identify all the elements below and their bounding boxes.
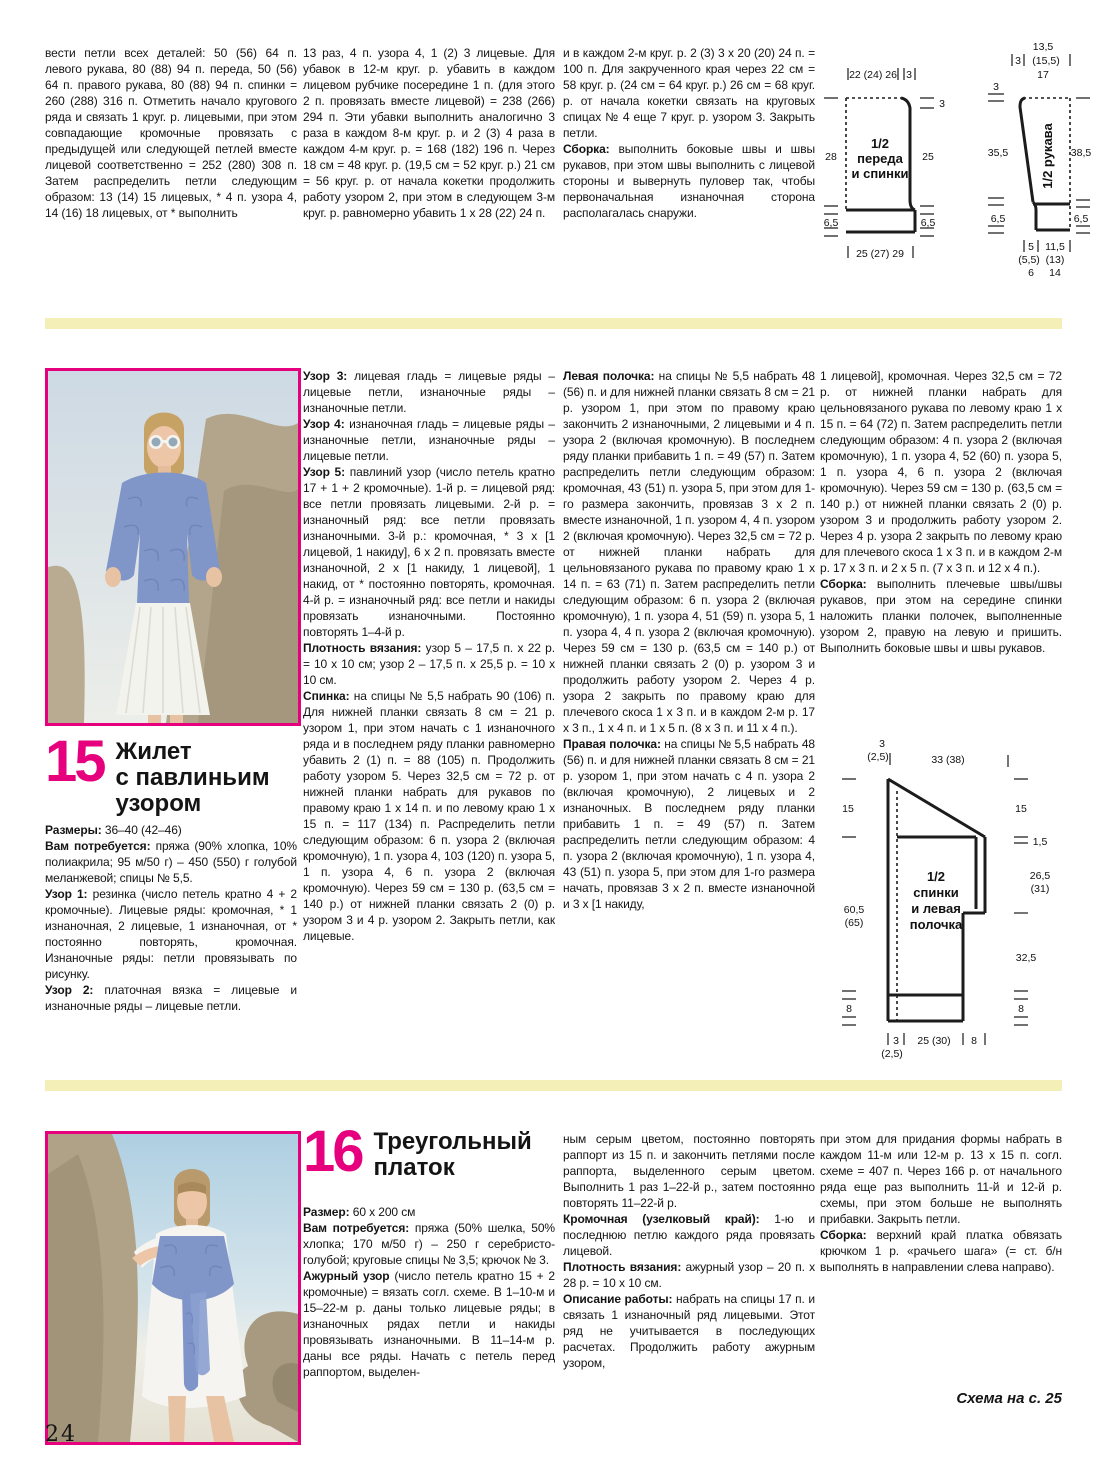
model-photo-illustration xyxy=(48,1134,298,1442)
s16-column-3 xyxy=(563,1131,815,1443)
paragraph: Вам потребуется: пряжа (50% шелка, 50% хлопка; 170 м/50 г) – 250 г серебристо-голубой; круговые спицы № 3,5; крючок № 3. xyxy=(303,1221,555,1267)
paragraph: Размер: 60 х 200 см xyxy=(303,1205,416,1219)
dim-label: (65) xyxy=(844,917,864,929)
top-column-3 xyxy=(563,45,815,290)
pattern-title-line: узором xyxy=(115,790,202,817)
piece-label: 1/2 рукава xyxy=(1040,123,1055,189)
dim-label: 3 xyxy=(993,81,999,93)
dim-label: 8 xyxy=(846,1003,852,1015)
dim-label: 6,5 xyxy=(1073,213,1089,225)
page-number: 24 xyxy=(45,1422,77,1447)
dim-label: 35,5 xyxy=(987,147,1009,159)
dim-label: 3 xyxy=(939,98,945,110)
paragraph: Узор 4: изнаночная гладь = лицевые ряды – изнаночные петли, изнаночные ряды – лицевые петли. xyxy=(303,417,555,463)
pattern-15-number: 15 xyxy=(45,729,104,794)
see-chart-note: Схема на с. 25 xyxy=(956,1390,1062,1407)
s16-column-4 xyxy=(820,1131,1062,1381)
section-divider xyxy=(45,318,1062,329)
dim-label: 3 xyxy=(893,1035,899,1047)
photo-pattern-16 xyxy=(45,1131,301,1445)
dim-label: (2,5) xyxy=(867,751,889,763)
dim-label: 3 xyxy=(879,738,885,750)
dim-label: 15 xyxy=(1015,803,1027,815)
dim-label: (31) xyxy=(1030,883,1050,895)
dim-label: 17 xyxy=(1037,69,1049,81)
dim-label: 5 xyxy=(1028,241,1034,253)
dim-label: (15,5) xyxy=(1032,55,1060,67)
paragraph: Сборка: верхний край платка обвязать крючком 1 р. «рачьего шага» (= ст. б/н выполнять в направлении слева направо). xyxy=(820,1228,1062,1274)
schematic-front-back-and-sleeve xyxy=(818,34,1092,286)
dim-label: 32,5 xyxy=(1015,952,1037,964)
dim-label: 6,5 xyxy=(920,217,936,229)
dim-label: 3 xyxy=(1015,55,1021,67)
s15-column-1 xyxy=(45,822,297,1062)
top-column-1 xyxy=(45,45,297,275)
dim-label: 3 xyxy=(906,69,912,81)
paragraph: Правая полочка: на спицы № 5,5 набрать 48 (56) п. и для нижней планки связать 8 см = 21 р. узором 1, при этом начать с 4 п. узора 2 (включая кромочную), 2 лицевых и 2 изнаночных. В последнем ряду планки прибавить 1 п. = 49 (57) п. Затем распределить петли следующим образом: 4 п. узора 2 (включая кромочную), 1 п. узора 4, 43 (51) п. узора 5, при этом для 1-го размера начать, провязав 3 х 2 п. вместе изнаночной и 3 х [1 накиду, xyxy=(563,737,815,911)
paragraph: Описание работы: набрать на спицы 17 п. и связать 1 изнаночный ряд лицевыми. Этот ряд не учитывается в последующих расчетах. Продолжить работу ажурным узором, xyxy=(563,1292,815,1370)
dim-label: (13) xyxy=(1045,254,1065,266)
dim-label: 13,5 xyxy=(1032,41,1054,53)
paragraph: Левая полочка: на спицы № 5,5 набрать 48 (56) п. и для нижней планки связать 8 см = 21 р. узором 1, при этом по правому краю закончить 2 изнаночными, 2 лицевыми и 4 п. узора 2 (включая кромочную). В последнем ряду планки прибавить 1 п. = 49 (57) п. Затем распределить петли следующим образом: кромочная, 43 (51) п. узора 5, при этом для 1-го размера закончить, провязав 3 х 2 п. вместе изнаночной, 1 п. узором 4, 4 п. узором 2 (включая кромочную). Через 32,5 см = 72 р. от нижней планки набрать для цельновязаного рукава по правому краю 1 х 14 п. = 63 (71) п. Затем распределить петли следующим образом: 6 п. узора 2 (включая кромочную), 1 п. узора 4, 51 (59) п. узора 5, 1 п. узора 4, 4 п. узора 2 (включая кромочную). Через 59 см = 130 р. (63,5 см = 140 р.) от нижней планки связать 2 (0) р. узором 3 и продолжить работу узором 2. Через 4 р. узора 2 закрыть по правому краю для плечевого скоса 1 х 3 п. и в каждом 2-м р. 17 х 3 п., 1 х 4 п. и 1 х 5 п. (8 х 3 п. и 11 х 4 п.). xyxy=(563,369,815,735)
paragraph: Кромочная (узелковый край): 1-ю и последнюю петлю каждого ряда провязать лицевой. xyxy=(563,1212,815,1258)
dim-label: 25 xyxy=(922,151,934,163)
paragraph: 13 раз, 4 п. узора 4, 1 (2) 3 лицевые. Для убавок в 12-м круг. р. убавить в каждом лицевом рубчике посередине 1 п. (для этого 2 п. провязать вместе лицевой) = 238 (266) 294 п. Эти убавки выполнить аналогично 3 раза в каждом 8-м круг. р. и 2 (3) 4 раза в каждом 4-м круг. р. = 168 (182) 196 п. Через 18 см = 48 круг. р. (19,5 см = 52 круг. р.) 21 см = 56 круг. р. от начала кокетки продолжить работу узором 2, при этом в следующем 3-м круг. р. равномерно убавить 1 х 28 (22) 24 п. xyxy=(303,46,555,220)
s16-column-2 xyxy=(303,1204,555,1444)
pattern-title-line: Треугольный xyxy=(373,1128,532,1155)
paragraph: Плотность вязания: узор 5 – 17,5 п. х 22 р. = 10 х 10 см; узор 2 – 17,5 п. х 25,5 р. = 10 х 10 см. xyxy=(303,641,555,687)
piece-label: 1/2 xyxy=(926,869,946,884)
s15-column-4 xyxy=(820,368,1062,728)
paragraph: и в каждом 2-м круг. р. 2 (3) 3 х 20 (20) 24 п. = 100 п. Для закрученного края через 22 см = 58 круг. р. (24 см = 64 круг. р.) 26 см = 68 круг. р. от начала кокетки связать на круговых спицах № 4 еще 7 круг. р. узором 3. Закрыть петли. xyxy=(563,46,815,140)
dim-label: 6,5 xyxy=(990,213,1006,225)
paragraph: Размеры: 36–40 (42–46) xyxy=(45,823,182,837)
paragraph: Вам потребуется: пряжа (90% хлопка, 10% полиакрила; 95 м/50 г) – 450 (550) г голубой меланжевой; спицы № 5,5. xyxy=(45,839,297,885)
dim-label: 8 xyxy=(1018,1003,1024,1015)
paragraph: Узор 1: резинка (число петель кратно 4 + 2 кромочные). Лицевые ряды: кромочная, * 1 изнаночная, 2 лицевые, 1 изнаночная, от * постоянно повторять, кромочная. Изнаночные ряды: петли провязывать по рисунку. xyxy=(45,887,297,981)
piece-label: и спинки xyxy=(851,166,909,181)
dim-label: 26,5 xyxy=(1029,870,1051,882)
paragraph: Спинка: на спицы № 5,5 набрать 90 (106) п. Для нижней планки связать 8 см = 21 р. узором 1, при этом начать с 1 изнаночного ряда и в последнем ряду планки равномерно убавить 2 (1) п. = 88 (105) п. Продолжить работу узором 5. Через 32,5 см = 72 р. от нижней планки набрать для рукавов по правому краю 1 х 14 п. и по левому краю 1 х 15 п. = 117 (134) п. Распределить петли следующим образом: 6 п. узора 2 (включая кромочную), 1 п. узора 4, 103 (120) п. узора 5, 1 п. узора 4, 6 п. узора 2 (включая кромочную). Через 59 см = 130 р. (63,5 см = 140 р.) от нижней планки связать 2 (0) р. узором 3 и 4 р. узором 2. Закрыть петли, как лицевые. xyxy=(303,689,555,943)
piece-label: 1/2 xyxy=(870,136,890,151)
dim-label: 15 xyxy=(842,803,854,815)
dim-label: 25 (27) 29 xyxy=(856,248,904,260)
schematic-back-left-front xyxy=(818,733,1092,1065)
pattern-title-line: Жилет xyxy=(115,738,192,765)
paragraph: Узор 3: лицевая гладь = лицевые ряды – лицевые петли, изнаночные ряды – изнаночные петли. xyxy=(303,369,555,415)
dim-label: 22 (24) 26 xyxy=(849,69,897,81)
dim-label: 25 (30) xyxy=(917,1035,951,1047)
piece-label: полочка xyxy=(909,917,963,932)
top-column-2 xyxy=(303,45,555,285)
dim-label: (5,5) xyxy=(1018,254,1040,266)
pattern-15-title xyxy=(116,739,270,817)
paragraph: Ажурный узор (число петель кратно 15 + 2 кромочные) = вязать согл. схеме. В 1–10-м и 15–22-м р. даны только лицевые ряды; в изнаночных рядах петли и накиды провязывать изнаночными. В 11–14-м р. даны все ряды. Начать с петель перед раппортом, выделен- xyxy=(303,1269,555,1379)
pattern-16-heading xyxy=(303,1119,532,1184)
pattern-16-number: 16 xyxy=(303,1119,362,1184)
section-divider xyxy=(45,1080,1062,1091)
model-photo-illustration xyxy=(48,371,298,723)
dim-label: 33 (38) xyxy=(931,754,965,766)
paragraph: при этом для придания формы набрать в каждом 11-м или 12-м р. 13 х 15 п. согл. схеме = 407 п. Через 166 р. от начального ряда еще раз выполнить 11-й и 12-й р. схемы, при этом больше не выполнять прибавки. Закрыть петли. xyxy=(820,1132,1062,1226)
dim-label: (2,5) xyxy=(881,1048,903,1060)
dim-label: 28 xyxy=(825,151,837,163)
pattern-15-heading xyxy=(45,729,270,817)
dim-label: 38,5 xyxy=(1070,147,1092,159)
paragraph: Узор 2: платочная вязка = лицевые и изнаночные ряды – лицевые петли. xyxy=(45,983,297,1013)
photo-pattern-15 xyxy=(45,368,301,726)
piece-label: и левая xyxy=(911,901,961,916)
paragraph: 1 лицевой], кромочная. Через 32,5 см = 72 р. от нижней планки набрать для цельновязаного рукава по левому краю 1 х 15 п. = 64 (72) п. Затем распределить петли следующим образом: 4 п. узора 2 (включая кромочную), 1 п. узора 4, 52 (60) п. узора 5, 1 п. узора 4, 6 п. узора 2 (включая кромочную). Через 59 см = 130 р. (63,5 см = 140 р.) от нижней планки связать 2 (0) р. узором 3 и продолжить работу узором 2. Через 4 р. узора 2 закрыть по левому краю для плечевого скоса 1 х 3 п. и в каждом 2-м р. 17 х 3 п. и 2 х 5 п. (7 х 3 п. и 12 х 4 п.). xyxy=(820,369,1062,575)
paragraph: Плотность вязания: ажурный узор – 20 п. х 28 р. = 10 х 10 см. xyxy=(563,1260,815,1290)
paragraph: Узор 5: павлиний узор (число петель кратно 17 + 1 + 2 кромочные). 1-й р. = лицевой ряд: все петли провязать лицевыми. 2-й р. = изнаночный ряд: все петли провязать изнаночными. 3-й р.: кромочная, * 3 х [1 лицевой, 1 накиду], 6 х 2 п. провязать вместе изнаночной, 2 х [1 накиду, 1 лицевой], 1 накид, от * постоянно повторять, кромочная. 4-й р. = изнаночный ряд: все петли и накиды провязать изнаночными. Постоянно повторять 1–4-й р. xyxy=(303,465,555,639)
dim-label: 11,5 xyxy=(1045,241,1065,253)
piece-label: переда xyxy=(857,151,903,166)
paragraph: Сборка: выполнить плечевые швы/швы рукавов, при этом на середине спинки наложить планки полочек, выполненные узором 2, правую на левую и пришить. Выполнить боковые швы и швы рукавов. xyxy=(820,577,1062,655)
paragraph: вести петли всех деталей: 50 (56) 64 п. левого рукава, 80 (88) 94 п. переда, 50 (56) 64 п. правого рукава, 80 (88) 94 п. спинки = 260 (288) 316 п. Отметить начало кругового ряда и связать 1 круг. р. лицевыми, при этом совпадающие кромочные провязать с предыдущей или следующей петлей вместе лицевой соответственно = 252 (280) 308 п. Затем распределить петли следующим образом: 13 (14) 15 лицевых, * 4 п. узора 4, 14 (16) 18 лицевых, от * выполнить xyxy=(45,46,297,220)
piece-label: спинки xyxy=(913,885,959,900)
dim-label: 60,5 xyxy=(843,904,865,916)
paragraph: Сборка: выполнить боковые швы и швы рукавов, при этом швы выполнить с лицевой стороны и вывернуть пуловер так, чтобы первоначальная изнаночная сторона располагалась снаружи. xyxy=(563,142,815,220)
paragraph: ным серым цветом, постоянно повторять раппорт из 15 п. и закончить петлями после раппорта, выделенного серым цветом. Выполнить 1 раз 1–22-й р., затем постоянно повторять 11–22-й р. xyxy=(563,1132,815,1210)
pattern-16-title xyxy=(374,1129,532,1181)
dim-label: 14 xyxy=(1049,267,1061,279)
pattern-title-line: платок xyxy=(373,1154,455,1181)
dim-label: 1,5 xyxy=(1032,836,1048,848)
s15-column-3 xyxy=(563,368,815,1062)
pattern-title-line: с павлиньим xyxy=(115,764,270,791)
dim-label: 6,5 xyxy=(823,217,839,229)
dim-label: 8 xyxy=(971,1035,977,1047)
s15-column-2 xyxy=(303,368,555,1062)
dim-label: 6 xyxy=(1028,267,1034,279)
